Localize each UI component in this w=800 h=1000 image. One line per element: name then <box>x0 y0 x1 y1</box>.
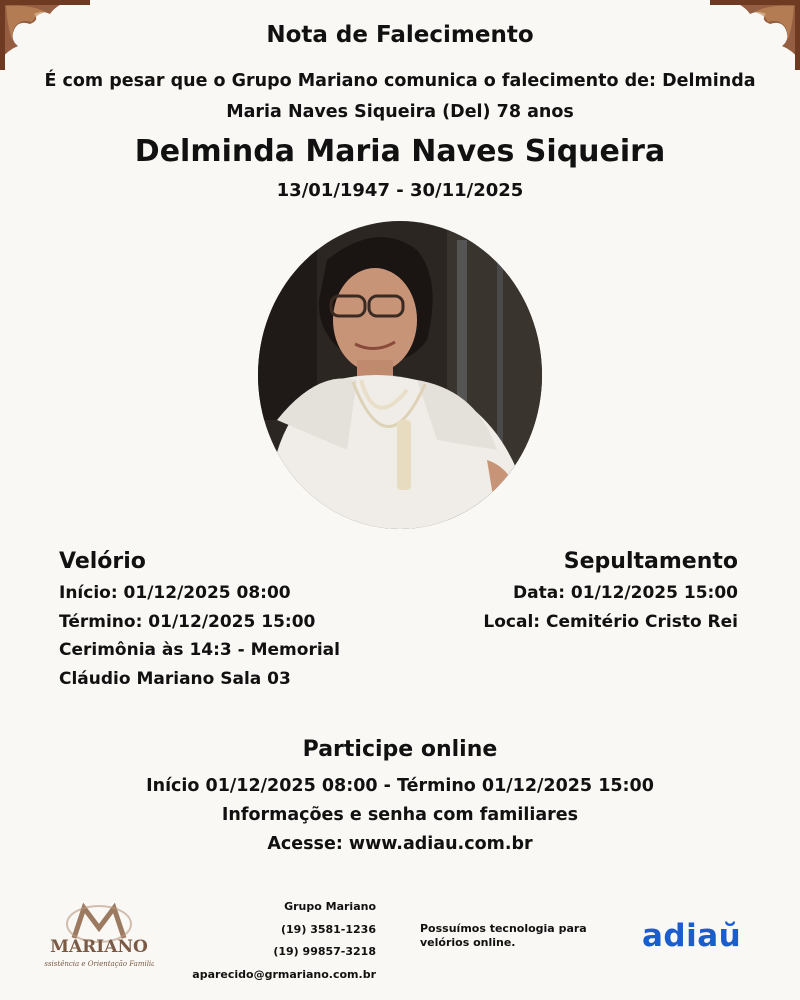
notice-intro: É com pesar que o Grupo Mariano comunica o falecimento de: Delminda Maria Naves Siqueira (Del) 78 anos <box>44 71 756 122</box>
velorio-section <box>59 545 379 693</box>
portrait-photo <box>257 220 543 530</box>
online-section <box>0 732 800 859</box>
grupo-mariano-logo <box>44 900 154 974</box>
sepultamento-section <box>418 545 738 636</box>
phone-mobile[interactable]: (19) 99857-3218 <box>273 945 376 958</box>
phone-landline[interactable]: (19) 3581-1236 <box>281 922 376 936</box>
life-dates: 13/01/1947 - 30/11/2025 <box>276 180 524 201</box>
sepultamento-title: Sepultamento <box>563 549 738 574</box>
deceased-name: Delminda Maria Naves Siqueira <box>134 134 666 169</box>
adiau-logo-text: adiaŭ <box>642 918 742 954</box>
velorio-end: Término: 01/12/2025 15:00 <box>59 611 316 632</box>
tech-note: Possuímos tecnologia para velórios online. <box>420 922 587 949</box>
online-schedule: Início 01/12/2025 08:00 - Término 01/12/2025 15:00 <box>146 776 654 796</box>
online-title: Participe online <box>302 737 498 762</box>
sepultamento-location: Local: Cemitério Cristo Rei <box>483 611 738 632</box>
contact-email[interactable]: aparecido@grmariano.com.br <box>192 967 376 981</box>
contact-block <box>192 896 376 986</box>
mariano-logo-text: MARIANO <box>50 937 148 957</box>
company-name: Grupo Mariano <box>284 900 376 913</box>
adiau-logo <box>642 918 741 954</box>
online-info: Informações e senha com familiares <box>221 805 579 825</box>
notice-title: Nota de Falecimento <box>266 22 534 48</box>
mariano-logo-tagline: Assistência e Orientação Familiar <box>44 960 154 968</box>
velorio-location: Cláudio Mariano Sala 03 <box>59 668 291 689</box>
online-website[interactable]: Acesse: www.adiau.com.br <box>267 834 533 854</box>
velorio-ceremony: Cerimônia às 14:3 - Memorial <box>59 640 340 660</box>
velorio-start: Início: 01/12/2025 08:00 <box>59 583 291 603</box>
velorio-title: Velório <box>59 549 146 574</box>
sepultamento-date: Data: 01/12/2025 15:00 <box>513 583 738 603</box>
